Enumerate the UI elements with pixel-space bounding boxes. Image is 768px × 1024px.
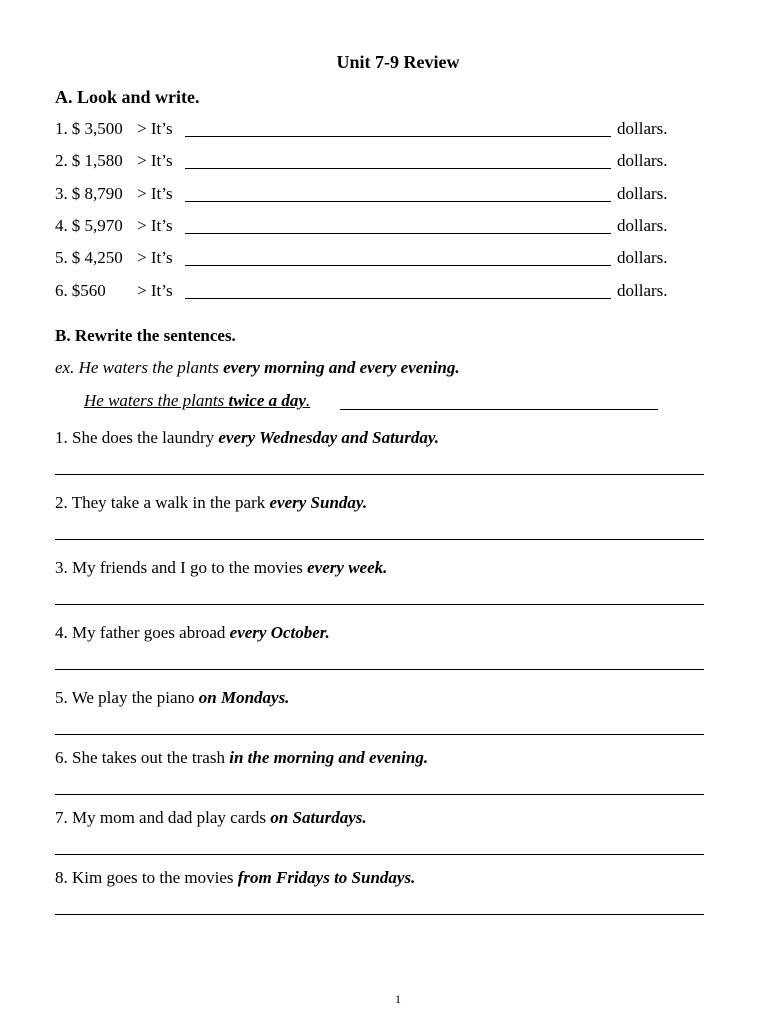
price-row — [55, 151, 695, 173]
section-b-heading: B. Rewrite the sentences. — [55, 326, 236, 345]
price-row — [55, 216, 695, 238]
price-row — [55, 281, 695, 303]
price-amount: $ 4,250 — [71, 248, 123, 267]
question-number: 5. — [55, 688, 68, 707]
price-amount: $ 1,580 — [71, 151, 123, 170]
unit-label: dollars. — [617, 281, 668, 300]
answer-blank[interactable] — [185, 298, 611, 299]
question-phrase: on Saturdays. — [270, 808, 367, 827]
item-number: 1. — [55, 119, 68, 138]
answer-line[interactable] — [55, 474, 704, 475]
question-text: They take a walk in the park — [71, 493, 270, 512]
answer-line[interactable] — [55, 604, 704, 605]
question-phrase: every Wednesday and Saturday. — [218, 428, 440, 447]
question-phrase: every October. — [229, 623, 330, 642]
answer-line[interactable] — [55, 669, 704, 670]
question-sentence — [55, 808, 367, 828]
price-amount: $560 — [71, 281, 106, 300]
its-label: > It’s — [137, 151, 173, 170]
its-label: > It’s — [137, 184, 173, 203]
unit-label: dollars. — [617, 119, 668, 138]
price-amount: $ 5,970 — [71, 216, 123, 235]
question-number: 6. — [55, 748, 68, 767]
question-text: Kim goes to the movies — [72, 868, 238, 887]
question-sentence — [55, 688, 289, 708]
question-sentence — [55, 868, 415, 888]
question-phrase: from Fridays to Sundays. — [237, 868, 416, 887]
example-answer-phrase: twice a day — [228, 391, 306, 410]
question-text: My mom and dad play cards — [72, 808, 271, 827]
its-label: > It’s — [137, 119, 173, 138]
answer-blank[interactable] — [185, 233, 611, 234]
question-text: She does the laundry — [72, 428, 219, 447]
example-answer-prefix: He waters the plants — [84, 391, 229, 410]
its-label: > It’s — [137, 216, 173, 235]
answer-line[interactable] — [55, 794, 704, 795]
answer-blank[interactable] — [185, 168, 611, 169]
question-text: She takes out the trash — [72, 748, 230, 767]
example-answer-suffix: . — [305, 391, 311, 410]
question-phrase: on Mondays. — [198, 688, 290, 707]
answer-line[interactable] — [55, 854, 704, 855]
answer-blank[interactable] — [185, 201, 611, 202]
question-sentence — [55, 558, 387, 578]
question-sentence — [55, 623, 330, 643]
unit-label: dollars. — [617, 248, 668, 267]
question-number: 8. — [55, 868, 68, 887]
section-a-heading: A. Look and write. — [55, 87, 200, 107]
unit-label: dollars. — [617, 151, 668, 170]
question-text: My father goes abroad — [72, 623, 230, 642]
question-phrase: every week. — [307, 558, 388, 577]
question-number: 7. — [55, 808, 68, 827]
question-text: My friends and I go to the movies — [72, 558, 308, 577]
price-row — [55, 119, 695, 141]
price-row — [55, 184, 695, 206]
example-prefix: ex. He waters the plants — [55, 358, 224, 377]
price-row — [55, 248, 695, 270]
page-title: Unit 7-9 Review — [336, 52, 460, 72]
its-label: > It’s — [137, 281, 173, 300]
price-amount: $ 3,500 — [71, 119, 123, 138]
answer-line[interactable] — [55, 539, 704, 540]
item-number: 3. — [55, 184, 68, 203]
question-sentence — [55, 493, 367, 513]
question-number: 2. — [55, 493, 68, 512]
question-sentence — [55, 428, 439, 448]
price-amount: $ 8,790 — [71, 184, 123, 203]
its-label: > It’s — [137, 248, 173, 267]
unit-label: dollars. — [617, 184, 668, 203]
unit-label: dollars. — [617, 216, 668, 235]
item-number: 4. — [55, 216, 68, 235]
question-number: 3. — [55, 558, 68, 577]
example-phrase: every morning and every evening. — [223, 358, 460, 377]
item-number: 2. — [55, 151, 68, 170]
question-phrase: in the morning and evening. — [229, 748, 429, 767]
answer-line[interactable] — [55, 914, 704, 915]
answer-line[interactable] — [55, 734, 704, 735]
answer-blank[interactable] — [185, 136, 611, 137]
item-number: 6. — [55, 281, 68, 300]
question-number: 4. — [55, 623, 68, 642]
item-number: 5. — [55, 248, 68, 267]
example-answer — [84, 391, 310, 411]
question-text: We play the piano — [71, 688, 199, 707]
example-sentence — [55, 358, 460, 378]
question-sentence — [55, 748, 428, 768]
answer-blank[interactable] — [185, 265, 611, 266]
question-number: 1. — [55, 428, 68, 447]
example-answer-underline — [340, 409, 658, 410]
question-phrase: every Sunday. — [269, 493, 368, 512]
page-number: 1 — [395, 992, 401, 1006]
